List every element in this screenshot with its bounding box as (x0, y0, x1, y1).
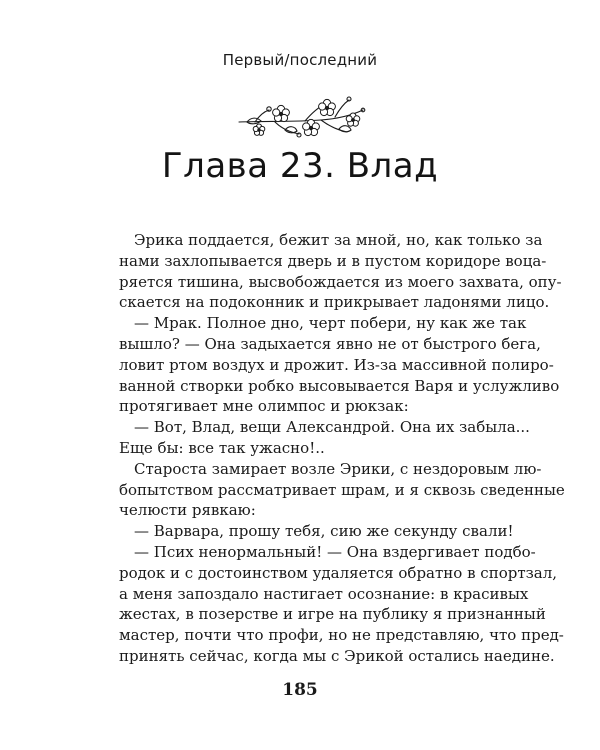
body-text (119, 230, 565, 667)
text-line: — Мрак. Полное дно, черт побери, ну как же так (134, 314, 527, 333)
text-line: нами захлопывается дверь и в пустом коридоре воца- (119, 251, 547, 270)
text-line: челюсти рявкаю: (119, 501, 256, 520)
text-line: скается на подоконник и прикрывает ладонями лицо. (119, 293, 550, 312)
text-line: — Варвара, прошу тебя, сию же секунду свали! (134, 522, 514, 541)
text-line: ряется тишина, высвобождается из моего захвата, опу- (119, 272, 562, 291)
text-line: вышло? — Она задыхается явно не от быстрого бега, (119, 334, 541, 353)
text-line: ванной створки робко высовывается Варя и услужливо (119, 376, 560, 395)
text-line: жестах, в позерстве и игре на публику я признанный (119, 605, 546, 624)
text-line: Староста замирает возле Эрики, с нездоровым лю- (134, 459, 542, 478)
text-line: а меня запоздало настигает осознание: в красивых (119, 584, 529, 603)
text-line: принять сейчас, когда мы с Эрикой остались наедине. (119, 646, 555, 665)
text-line: — Вот, Влад, вещи Александрой. Она их забыла... (134, 418, 530, 437)
text-line: мастер, почти что профи, но не представляю, что пред- (119, 626, 564, 645)
text-line: Еще бы: все так ужасно!.. (119, 438, 325, 457)
running-head: Первый/последний (222, 51, 378, 69)
text-line: ловит ртом воздух и дрожит. Из-за массивной полиро- (119, 355, 554, 374)
text-line: протягивает мне олимпос и рюкзак: (119, 397, 409, 416)
text-line: родок и с достоинством удаляется обратно в спортзал, (119, 563, 558, 582)
chapter-title: Глава 23. Влад (161, 146, 439, 186)
page-number: 185 (282, 680, 318, 700)
blossom-branch-ornament (235, 92, 367, 144)
text-line: — Псих ненормальный! — Она вздергивает подбо- (134, 542, 536, 561)
text-line: Эрика поддается, бежит за мной, но, как только за (134, 231, 543, 249)
text-line: бопытством рассматривает шрам, и я сквозь сведенные (119, 480, 565, 499)
